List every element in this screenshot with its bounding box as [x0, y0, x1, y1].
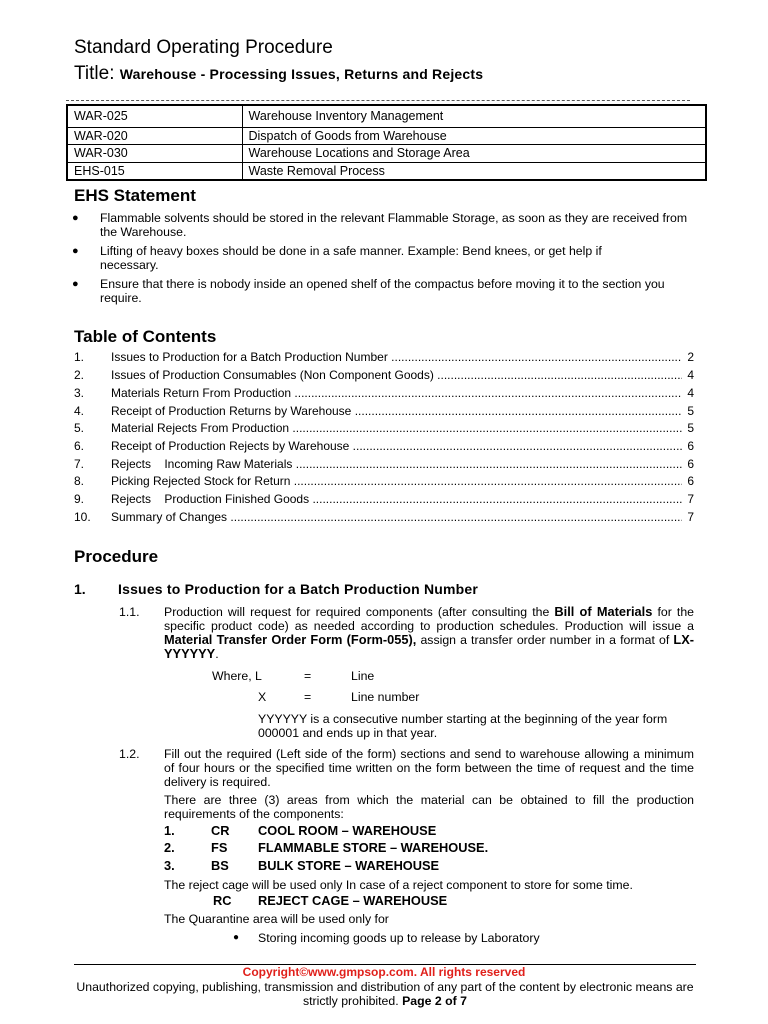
toc-entry[interactable]: [74, 368, 694, 386]
ref-name: Warehouse Inventory Management: [242, 105, 706, 127]
toc-number: 6.: [74, 439, 85, 453]
section-1-number: 1.: [74, 581, 86, 597]
toc-entry[interactable]: [74, 457, 694, 475]
toc-title: Issues of Production Consumables (Non Component Goods) .....: [111, 368, 682, 382]
toc-entry[interactable]: [74, 404, 694, 422]
form-reference: Material Transfer Order Form (Form-055),: [164, 632, 417, 647]
procedure-heading: Procedure: [74, 547, 159, 566]
ehs-bullet: [72, 244, 660, 272]
toc-entry[interactable]: [74, 350, 694, 368]
area-code: BS: [211, 858, 229, 873]
toc-number: 7.: [74, 457, 85, 471]
toc-number: 2.: [74, 368, 85, 382]
bullet-icon: ●: [233, 932, 240, 943]
document-type-heading: Standard Operating Procedure: [74, 37, 333, 58]
ref-name: Waste Removal Process: [242, 162, 706, 180]
storage-areas-intro: There are three (3) areas from which the material can be obtained to fill the production requirements of the components:: [164, 793, 694, 821]
title-colon: :: [109, 63, 115, 84]
toc-title: Materials Return From Production .....: [111, 386, 682, 400]
ehs-bullet-text: Flammable solvents should be stored in the relevant Flammable Storage, as soon as they are received from the Warehouse.: [100, 211, 688, 239]
copyright-notice: Copyright©www.gmpsop.com. All rights reserved: [242, 965, 526, 979]
header-rule: [66, 100, 690, 101]
toc-entry[interactable]: [74, 386, 694, 404]
toc-title: Summary of Changes .....: [111, 510, 682, 524]
where-label: Where, L: [212, 669, 262, 683]
table-row: [67, 127, 706, 145]
toc-title: Picking Rejected Stock for Return .....: [111, 474, 682, 488]
quarantine-note: The Quarantine area will be used only for: [164, 912, 389, 926]
bill-of-materials: Bill of Materials: [554, 604, 653, 619]
subsection-number: 1.2.: [119, 747, 140, 761]
ref-code: WAR-025: [67, 105, 242, 127]
toc-entry[interactable]: [74, 421, 694, 439]
toc-title: Material Rejects From Production .....: [111, 421, 682, 435]
toc-page: 5: [687, 421, 694, 435]
footer-notice: [74, 980, 696, 1008]
toc-page: 2: [687, 350, 694, 364]
section-1-title: Issues to Production for a Batch Production Number: [118, 581, 479, 597]
definition-y: YYYYYY is a consecutive number starting at the beginning of the year form 000001 and ends up in that year.: [258, 712, 668, 740]
toc-number: 10.: [74, 510, 91, 524]
ehs-bullet: [72, 277, 698, 305]
ref-name: Dispatch of Goods from Warehouse: [242, 127, 706, 145]
toc-number: 9.: [74, 492, 85, 506]
toc-page: 6: [687, 457, 694, 471]
ref-code: WAR-020: [67, 127, 242, 145]
title-label: Title: [74, 63, 110, 84]
quarantine-item-text: Storing incoming goods up to release by Laboratory: [258, 931, 540, 945]
s11-text-a: Production will request for required components (after consulting the: [164, 605, 555, 619]
area-number: 1.: [164, 823, 175, 838]
subsection-1-2-text: Fill out the required (Left side of the form) sections and send to warehouse allowing a minimum of four hours or the specified time written on the form between the time of request and the time delivery is required.: [164, 747, 694, 789]
toc-title: Issues to Production for a Batch Production Number .....: [111, 350, 682, 364]
toc-page: 4: [687, 368, 694, 382]
toc-page: 5: [687, 404, 694, 418]
ref-code: WAR-030: [67, 145, 242, 163]
toc-title: Receipt of Production Returns by Warehouse .....: [111, 404, 682, 418]
toc-entry[interactable]: [74, 492, 694, 510]
toc-title: Rejects Production Finished Goods .....: [111, 492, 682, 506]
area-code: CR: [211, 823, 230, 838]
ehs-bullet-text: Ensure that there is nobody inside an opened shelf of the compactus before moving it to the section you require.: [100, 277, 665, 305]
area-name: FLAMMABLE STORE – WAREHOUSE.: [258, 840, 489, 855]
area-name: REJECT CAGE – WAREHOUSE: [258, 893, 448, 908]
footer-notice-text: Unauthorized copying, publishing, transmission and distribution of any part of the content by electronic means are strictly prohibited.: [76, 980, 694, 1008]
document-title: [74, 63, 483, 85]
toc-page: 4: [687, 386, 694, 400]
toc-entry[interactable]: [74, 439, 694, 457]
x-label: X: [258, 690, 267, 704]
toc-number: 3.: [74, 386, 85, 400]
area-name: BULK STORE – WAREHOUSE: [258, 858, 440, 873]
ehs-heading: EHS Statement: [74, 186, 196, 205]
toc-title: Receipt of Production Rejects by Warehouse .....: [111, 439, 682, 453]
table-row: [67, 145, 706, 163]
ehs-bullet: [72, 211, 698, 239]
order-number-format: LX-YYYYYY: [164, 632, 695, 661]
title-text: Warehouse - Processing Issues, Returns and Rejects: [119, 66, 484, 82]
toc-heading: Table of Contents: [74, 327, 217, 346]
toc-number: 8.: [74, 474, 85, 488]
bullet-icon: ●: [72, 212, 79, 224]
table-row: [67, 162, 706, 180]
subsection-1-1-text: [164, 605, 694, 661]
area-name: COOL ROOM – WAREHOUSE: [258, 823, 437, 838]
reject-cage-note: The reject cage will be used only In case of a reject component to store for some time.: [164, 878, 633, 892]
s11-text-b: for the specific product code) as needed according to production schedules. Production will issue a: [164, 605, 695, 633]
ehs-bullet-text: Lifting of heavy boxes should be done in a safe manner. Example: Bend knees, or get help if necessary.: [100, 244, 602, 272]
toc-page: 7: [687, 492, 694, 506]
toc-page: 6: [687, 439, 694, 453]
ref-code: EHS-015: [67, 162, 242, 180]
page-number: Page 2 of 7: [402, 994, 468, 1008]
s11-text-c: assign a transfer order number in a format of: [416, 633, 674, 647]
toc-entry[interactable]: [74, 474, 694, 492]
definition-x: Line number: [351, 690, 420, 704]
subsection-number: 1.1.: [119, 605, 140, 619]
toc-number: 4.: [74, 404, 85, 418]
toc-entry[interactable]: [74, 510, 694, 528]
equals-sign: =: [304, 669, 312, 683]
area-number: 2.: [164, 840, 175, 855]
bullet-icon: ●: [72, 245, 79, 257]
area-code: FS: [211, 840, 228, 855]
toc-title: Rejects Incoming Raw Materials .....: [111, 457, 682, 471]
toc-number: 5.: [74, 421, 85, 435]
ref-name: Warehouse Locations and Storage Area: [242, 145, 706, 163]
definition-l: Line: [351, 669, 375, 683]
equals-sign: =: [304, 690, 312, 704]
quarantine-bullet: [233, 931, 540, 945]
table-row: [67, 105, 706, 127]
area-number: 3.: [164, 858, 175, 873]
toc-number: 1.: [74, 350, 85, 364]
toc-page: 6: [687, 474, 694, 488]
area-code: RC: [213, 893, 232, 908]
s11-text-end: .: [215, 647, 219, 661]
reference-table: [66, 104, 707, 181]
toc-page: 7: [687, 510, 694, 524]
bullet-icon: ●: [72, 278, 79, 290]
